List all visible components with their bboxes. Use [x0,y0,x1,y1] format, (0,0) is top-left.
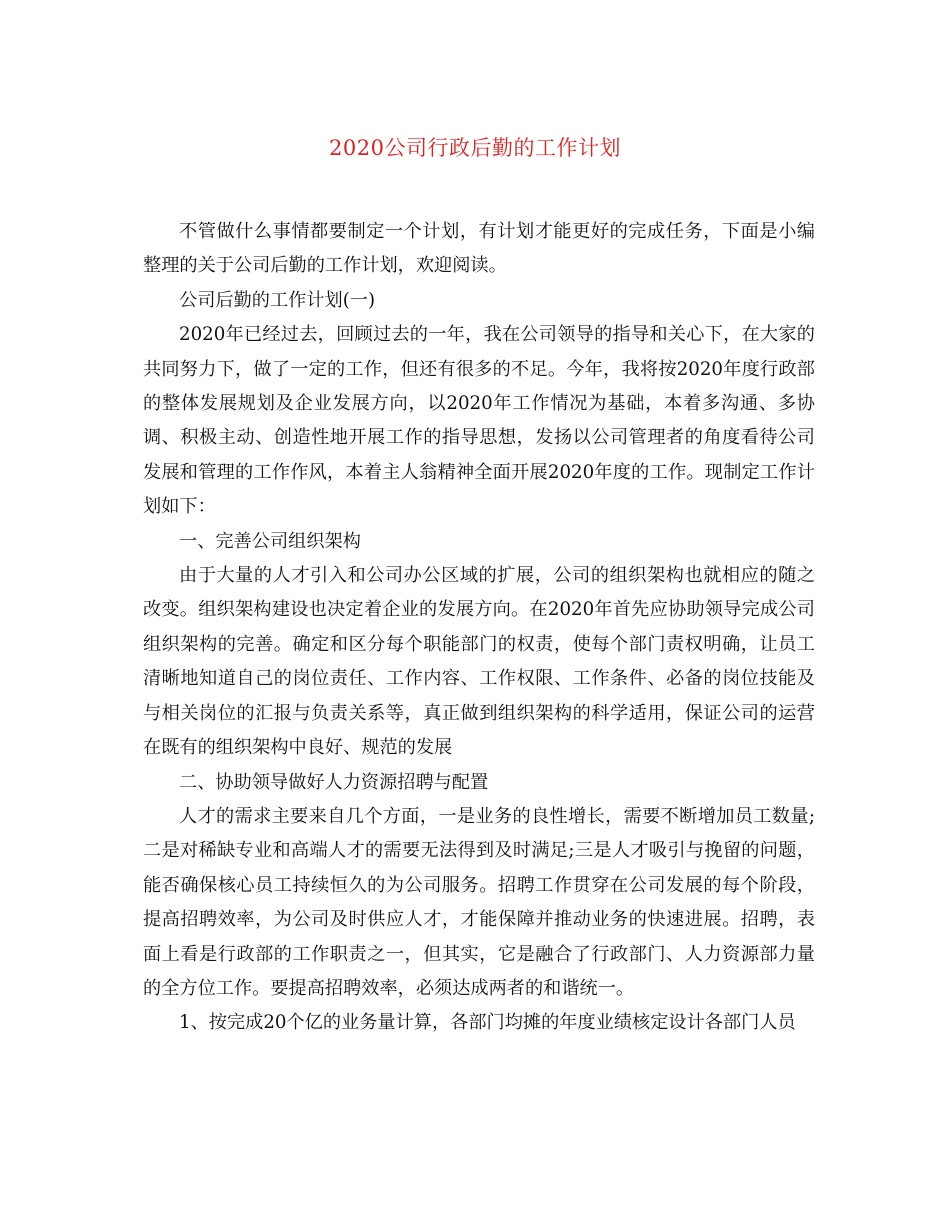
section-heading-org-structure: 一、完善公司组织架构 [179,530,361,552]
overview-paragraph: 2020年已经过去，回顾过去的一年，我在公司领导的指导和关心下，在大家的共同努力下，做了一定的工作，但还有很多的不足。今年，我将按2020年度行政部的整体发展规划及企业发展方向，以2020年工作情况为基础，本着多沟通、多协调、积极主动、创造性地开展工作的指导思想，发扬以公司管理者的角度看待公司发展和管理的工作作风，本着主人翁精神全面开展2020年度的工作。现制定工作计划如下： [143,324,815,518]
list-item-1: 1、按完成20个亿的业务量计算，各部门均摊的年度业绩核定设计各部门人员 [179,1012,796,1034]
document-body [143,215,815,1041]
section-heading-plan-one: 公司后勤的工作计划(一) [179,289,376,311]
org-structure-paragraph: 由于大量的人才引入和公司办公区域的扩展，公司的组织架构也就相应的随之改变。组织架构建设也决定着企业的发展方向。在2020年首先应协助领导完成公司组织架构的完善。确定和区分每个职能部门的权责，使每个部门责权明确，让员工清晰地知道自己的岗位责任、工作内容、工作权限、工作条件、必备的岗位技能及与相关岗位的汇报与负责关系等，真正做到组织架构的科学适用，保证公司的运营在既有的组织架构中良好、规范的发展 [143,565,815,759]
recruitment-paragraph: 人才的需求主要来自几个方面，一是业务的良性增长，需要不断增加员工数量;二是对稀缺专业和高端人才的需要无法得到及时满足;三是人才吸引与挽留的问题，能否确保核心员工持续恒久的为公司服务。招聘工作贯穿在公司发展的每个阶段，提高招聘效率，为公司及时供应人才，才能保障并推动业务的快速进展。招聘，表面上看是行政部的工作职责之一，但其实，它是融合了行政部门、人力资源部力量的全方位工作。要提高招聘效率，必须达成两者的和谐统一。 [143,805,815,999]
section-heading-recruitment: 二、协助领导做好人力资源招聘与配置 [179,771,489,793]
document-title: 2020公司行政后勤的工作计划 [329,136,621,160]
intro-paragraph: 不管做什么事情都要制定一个计划，有计划才能更好的完成任务，下面是小编整理的关于公司后勤的工作计划，欢迎阅读。 [143,221,815,277]
